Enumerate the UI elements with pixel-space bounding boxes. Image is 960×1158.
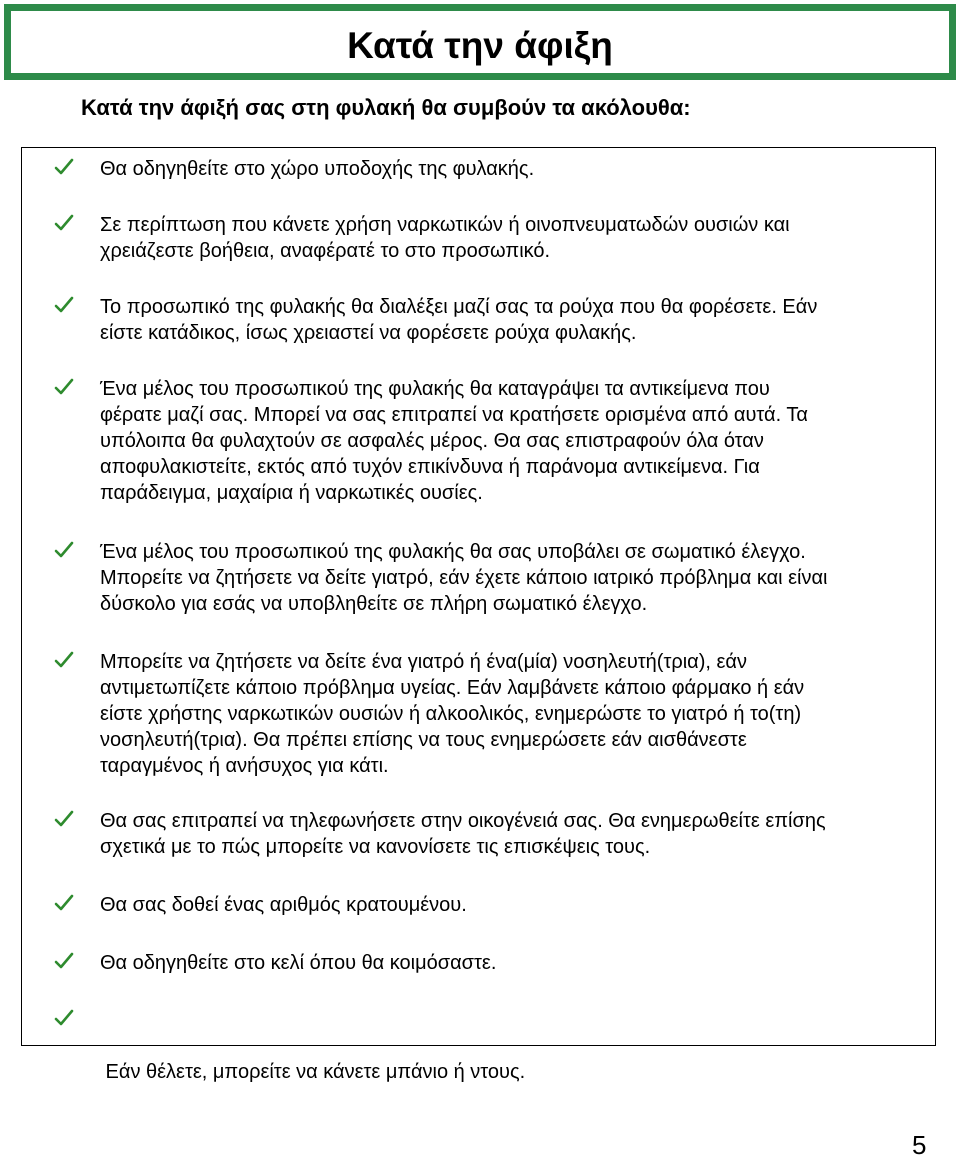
list-item	[56, 376, 926, 506]
list-item	[56, 808, 926, 860]
list-item-line: είστε χρήστης ναρκωτικών ουσιών ή αλκοολικός, ενημερώστε το γιατρό ή το(τη)	[100, 703, 802, 725]
list-item	[56, 212, 926, 264]
check-icon	[54, 377, 74, 399]
list-item-line: φέρατε μαζί σας. Μπορεί να σας επιτραπεί να κρατήσετε ορισμένα από αυτά. Τα	[100, 404, 808, 426]
check-icon	[54, 213, 74, 235]
list-item	[56, 892, 926, 918]
list-item-line: Ένα μέλος του προσωπικού της φυλακής θα σας υποβάλει σε σωματικό έλεγχο.	[100, 541, 806, 563]
page-title-wrap	[11, 24, 949, 68]
list-item-line: Το προσωπικό της φυλακής θα διαλέξει μαζί σας τα ρούχα που θα φορέσετε. Εάν	[100, 296, 818, 318]
list-item-text	[56, 1007, 926, 1137]
check-icon	[54, 893, 74, 915]
check-icon	[54, 295, 74, 317]
list-item-text	[56, 212, 926, 264]
list-item	[56, 539, 926, 617]
page-subtitle: Κατά την άφιξή σας στη φυλακή θα συμβούν τα ακόλουθα:	[81, 95, 691, 120]
list-item-text	[56, 892, 926, 918]
list-item	[56, 294, 926, 346]
list-item-line: ταραγμένος ή ανήσυχος για κάτι.	[100, 755, 389, 777]
list-item	[56, 950, 926, 976]
list-item	[56, 649, 926, 779]
list-item-line: Σε περίπτωση που κάνετε χρήση ναρκωτικών ή οινοπνευματωδών ουσιών και	[100, 214, 790, 236]
list-item-line: αποφυλακιστείτε, εκτός από τυχόν επικίνδυνα ή παράνομα αντικείμενα. Για	[100, 456, 760, 478]
list-item-line: Ένα μέλος του προσωπικού της φυλακής θα καταγράψει τα αντικείμενα που	[100, 378, 770, 400]
list-item-text	[56, 808, 926, 860]
title-banner	[4, 4, 956, 80]
list-item-line: Θα οδηγηθείτε στο χώρο υποδοχής της φυλακής.	[100, 158, 535, 180]
check-icon	[54, 1008, 74, 1030]
list-item-line: Θα σας επιτραπεί να τηλεφωνήσετε στην οικογένειά σας. Θα ενημερωθείτε επίσης	[100, 810, 826, 832]
list-item-line: υπόλοιπα θα φυλαχτούν σε ασφαλές μέρος. Θα σας επιστραφούν όλα όταν	[100, 430, 764, 452]
list-item-text	[56, 950, 926, 976]
check-icon	[54, 809, 74, 831]
list-item-line: νοσηλευτή(τρια). Θα πρέπει επίσης να τους ενημερώσετε εάν αισθάνεστε	[100, 729, 747, 751]
check-icon	[54, 157, 74, 179]
list-item-line: σχετικά με το πώς μπορείτε να κανονίσετε τις επισκέψεις τους.	[100, 836, 651, 858]
list-item-line: χρειάζεστε βοήθεια, αναφέρατέ το στο προσωπικό.	[100, 240, 551, 262]
list-item	[56, 1007, 926, 1137]
list-item-line: Μπορείτε να ζητήσετε να δείτε γιατρό, εάν έχετε κάποιο ιατρικό πρόβλημα και είναι	[100, 567, 828, 589]
check-icon	[54, 951, 74, 973]
check-icon	[54, 650, 74, 672]
list-item-line: παράδειγμα, μαχαίρια ή ναρκωτικές ουσίες.	[100, 482, 483, 504]
list-item-line: Μπορείτε να ζητήσετε να δείτε ένα γιατρό ή ένα(μία) νοσηλευτή(τρια), εάν	[100, 651, 747, 673]
page-title: Κατά την άφιξη	[347, 25, 613, 66]
list-item-line: αντιμετωπίζετε κάποιο πρόβλημα υγείας. Εάν λαμβάνετε κάποιο φάρμακο ή εάν	[100, 677, 805, 699]
list-item-line: δύσκολο για εσάς να υποβληθείτε σε πλήρη σωματικό έλεγχο.	[100, 593, 648, 615]
list-item	[56, 156, 916, 182]
page-number: 5	[912, 1130, 927, 1158]
list-item-line: Εάν θέλετε, μπορείτε να κάνετε μπάνιο ή ντους.	[100, 1061, 526, 1083]
list-item-line: Θα οδηγηθείτε στο κελί όπου θα κοιμόσαστε.	[100, 952, 497, 974]
list-item-text	[56, 156, 916, 182]
check-icon	[54, 540, 74, 562]
list-item-text	[56, 649, 926, 779]
list-item-line: είστε κατάδικος, ίσως χρειαστεί να φορέσετε ρούχα φυλακής.	[100, 322, 637, 344]
list-item-text	[56, 376, 926, 506]
list-item-line: Θα σας δοθεί ένας αριθμός κρατουμένου.	[100, 894, 467, 916]
list-item-text	[56, 294, 926, 346]
list-item-text	[56, 539, 926, 617]
